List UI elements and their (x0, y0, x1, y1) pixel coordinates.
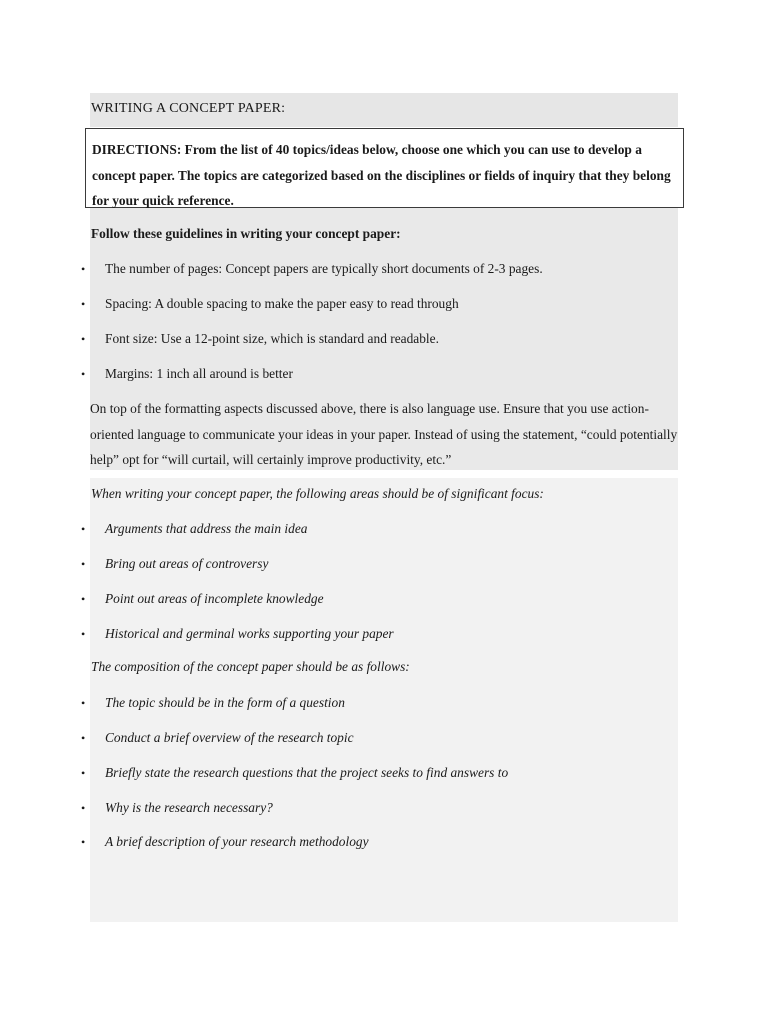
bullet-icon: • (81, 835, 86, 849)
composition-text: A brief description of your research methodology (105, 834, 369, 849)
document-title: WRITING A CONCEPT PAPER: (91, 101, 286, 116)
bullet-icon: • (81, 592, 86, 606)
focus-item (0, 519, 768, 539)
focus-lead: When writing your concept paper, the following areas should be of significant focus: (91, 486, 544, 501)
guideline-text: Spacing: A double spacing to make the paper easy to read through (105, 296, 459, 311)
language-paragraph: On top of the formatting aspects discussed above, there is also language use. Ensure that you use action-oriented language to communicate your ideas in your paper. Instead of using the statement, “could potentially help” opt for “will curtail, will certainly improve productivity, etc.” (90, 401, 678, 467)
guidelines-heading: Follow these guidelines in writing your concept paper: (91, 226, 401, 241)
bullet-icon: • (81, 262, 86, 276)
bullet-icon: • (81, 801, 86, 815)
focus-text: Arguments that address the main idea (105, 521, 308, 536)
guideline-item (0, 364, 768, 384)
bullet-icon: • (81, 696, 86, 710)
bullet-icon: • (81, 522, 86, 536)
composition-item (0, 763, 768, 783)
guideline-text: The number of pages: Concept papers are typically short documents of 2-3 pages. (105, 261, 543, 276)
bullet-icon: • (81, 627, 86, 641)
focus-item (0, 554, 768, 574)
composition-item (0, 832, 768, 852)
composition-text: The topic should be in the form of a question (105, 695, 345, 710)
composition-item (0, 798, 768, 818)
composition-item (0, 693, 768, 713)
composition-text: Why is the research necessary? (105, 800, 273, 815)
guideline-text: Margins: 1 inch all around is better (105, 366, 293, 381)
bullet-icon: • (81, 297, 86, 311)
bullet-icon: • (81, 557, 86, 571)
focus-text: Point out areas of incomplete knowledge (105, 591, 324, 606)
focus-item (0, 589, 768, 609)
focus-item (0, 624, 768, 644)
guideline-item (0, 294, 768, 314)
composition-text: Conduct a brief overview of the research topic (105, 730, 354, 745)
guideline-text: Font size: Use a 12-point size, which is standard and readable. (105, 331, 439, 346)
composition-item (0, 728, 768, 748)
guideline-item (0, 329, 768, 349)
focus-text: Bring out areas of controversy (105, 556, 269, 571)
directions-box: DIRECTIONS: From the list of 40 topics/ideas below, choose one which you can use to develop a concept paper. The topics are categorized based on the disciplines or fields of inquiry that they belong for your quick reference. (85, 128, 684, 208)
bullet-icon: • (81, 731, 86, 745)
composition-lead: The composition of the concept paper should be as follows: (91, 659, 410, 674)
composition-text: Briefly state the research questions that the project seeks to find answers to (105, 765, 509, 780)
bullet-icon: • (81, 332, 86, 346)
bullet-icon: • (81, 766, 86, 780)
focus-text: Historical and germinal works supporting your paper (105, 626, 394, 641)
bullet-icon: • (81, 367, 86, 381)
guideline-item (0, 259, 768, 279)
